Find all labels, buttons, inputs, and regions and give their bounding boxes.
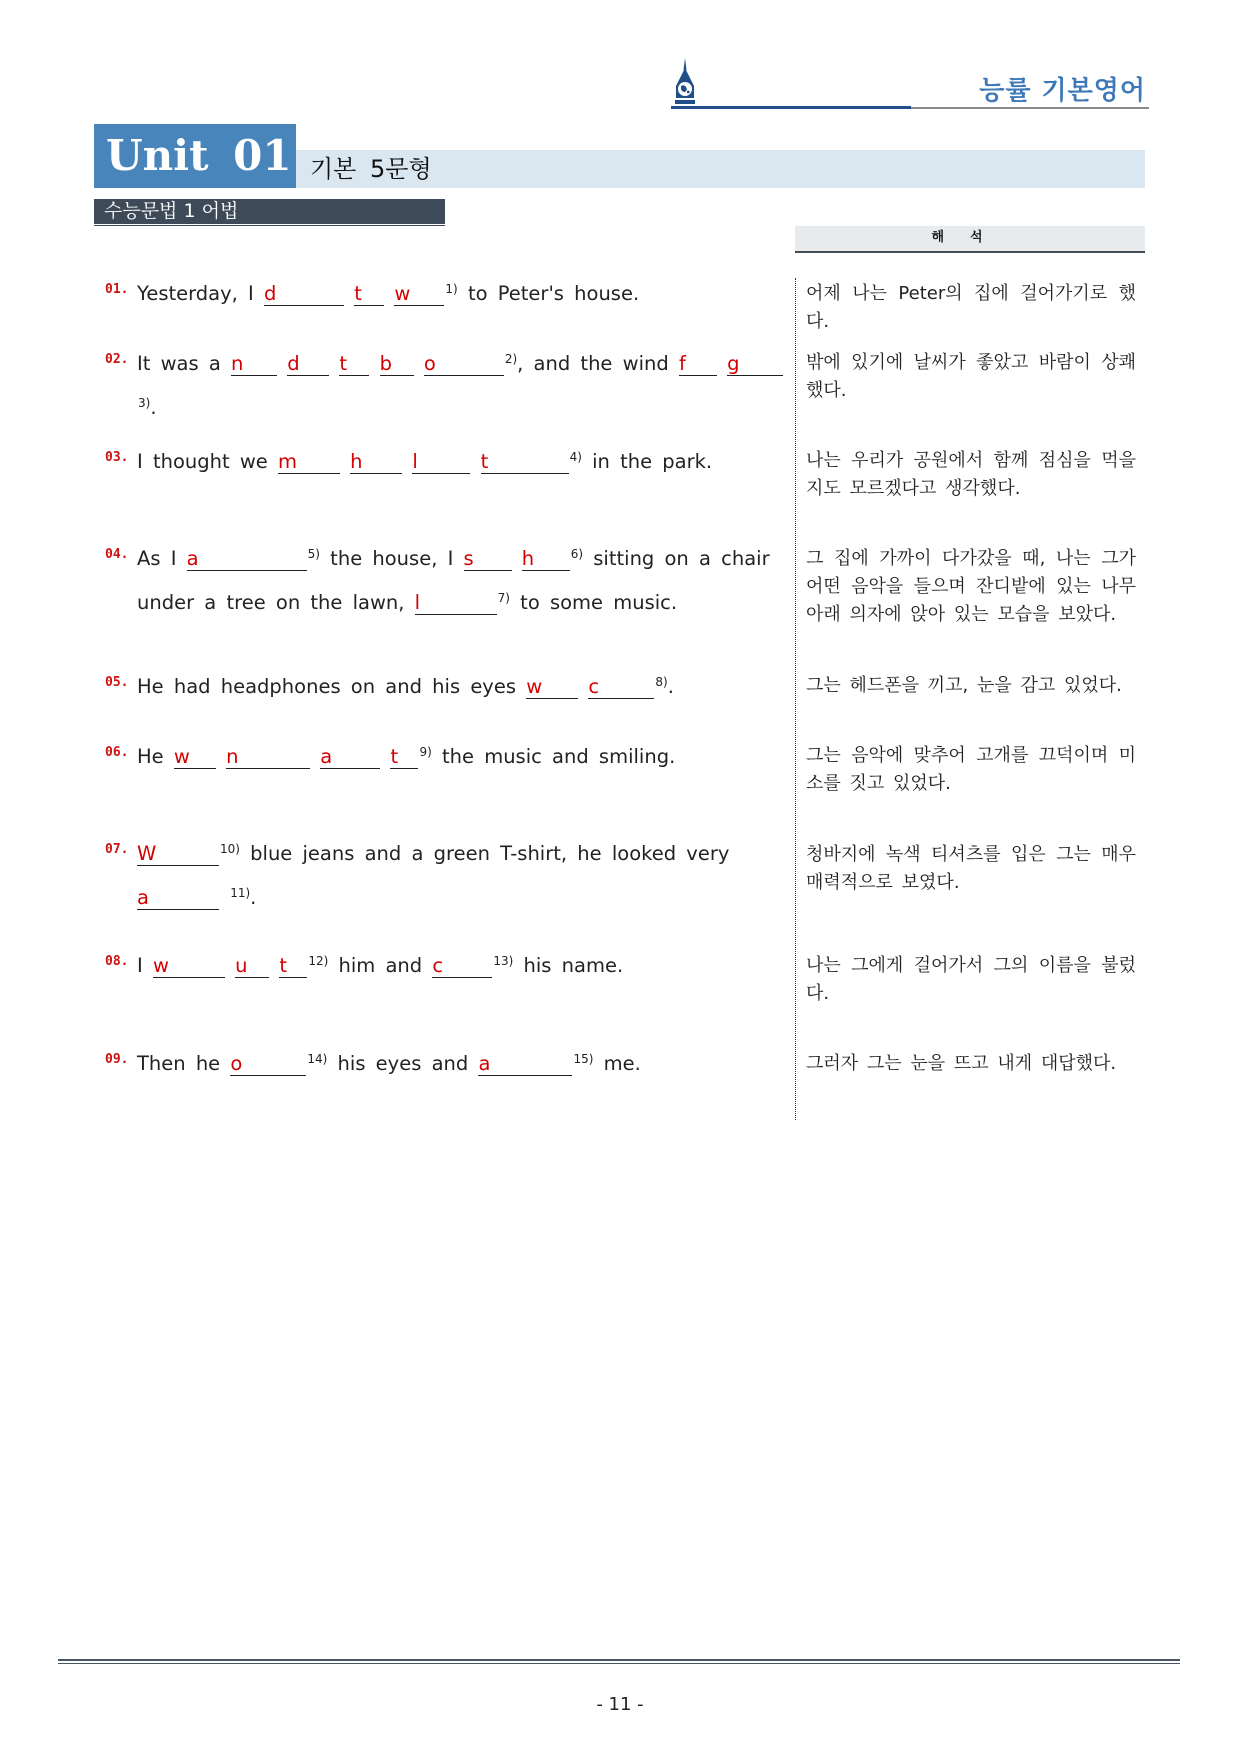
blank-index: 12) — [308, 954, 329, 968]
answer-blank[interactable]: o — [230, 1053, 306, 1076]
item-sentence: He w n a t $^{9)}$ the music and smiling. — [137, 745, 676, 768]
item-number: 06. — [105, 745, 129, 760]
item-sentence: As I a $^{5)}$ the house, I s h $^{6)}$ sitting on a chair under a tree on the lawn, l $^{7)}$ to some music. — [137, 547, 770, 614]
item-sentence: Then he o $^{14)}$ his eyes and a $^{15)}$ me. — [137, 1052, 641, 1075]
item-number: 05. — [105, 675, 129, 690]
item-number: 02. — [105, 352, 129, 367]
header-rule-blue — [671, 106, 911, 109]
item-sentence: Yesterday, I d t w $^{1)}$ to Peter's house. — [137, 282, 640, 305]
answer-blank[interactable]: t — [481, 451, 569, 474]
answer-blank[interactable]: a — [320, 746, 380, 769]
item-translation: 어제 나는 Peter의 집에 걸어가기로 했다. — [806, 283, 1136, 332]
answer-blank[interactable]: c — [432, 955, 492, 978]
section-label: 수능문법 1 어법 — [94, 199, 445, 224]
item-translation: 밖에 있기에 날씨가 좋았고 바람이 상쾌했다. — [806, 352, 1136, 401]
item-number: 01. — [105, 282, 129, 297]
answer-blank[interactable]: w — [394, 283, 444, 306]
answer-blank[interactable]: n — [226, 746, 310, 769]
answer-blank[interactable]: t — [390, 746, 418, 769]
answer-blank[interactable]: d — [264, 283, 344, 306]
footer-rule — [58, 1659, 1180, 1661]
item-sentence: I thought we m h l t $^{4)}$ in the park. — [137, 450, 713, 473]
blank-index: 14) — [307, 1052, 328, 1066]
answer-blank[interactable]: l — [412, 451, 470, 474]
blank-index: 5) — [307, 547, 320, 561]
answer-blank[interactable]: a — [137, 887, 219, 910]
item-sentence: W $^{10)}$ blue jeans and a green T-shirt, he looked very a $^{11)}$. — [137, 842, 730, 909]
answer-blank[interactable]: a — [478, 1053, 572, 1076]
answer-blank[interactable]: g — [727, 353, 783, 376]
translation-header: 해석 — [795, 226, 1145, 253]
item-number: 09. — [105, 1052, 129, 1067]
item-translation: 나는 우리가 공원에서 함께 점심을 먹을지도 모르겠다고 생각했다. — [806, 450, 1136, 499]
unit-title: 기본 5문형 — [310, 155, 432, 183]
answer-blank[interactable]: l — [415, 592, 497, 615]
blank-index: 8) — [655, 675, 668, 689]
answer-blank[interactable]: f — [679, 353, 717, 376]
item-number: 08. — [105, 954, 129, 969]
blank-index: 4) — [569, 450, 582, 464]
footer-rule-thin — [58, 1663, 1180, 1664]
item-number: 03. — [105, 450, 129, 465]
fountain-pen-globe-icon — [671, 58, 699, 106]
answer-blank[interactable]: W — [137, 843, 219, 866]
blank-index: 15) — [573, 1052, 594, 1066]
blank-index: 3) — [138, 396, 151, 410]
answer-blank[interactable]: h — [350, 451, 402, 474]
blank-index: 7) — [497, 591, 510, 605]
item-translation: 그 집에 가까이 다가갔을 때, 나는 그가 어떤 음악을 들으며 잔디밭에 있는 나무 아래 의자에 앉아 있는 모습을 보았다. — [806, 548, 1136, 625]
item-sentence: It was a n d t b o $^{2)}$, and the wind f $g^{3)}$. — [137, 342, 785, 430]
column-divider — [795, 278, 796, 1120]
item-number: 04. — [105, 547, 129, 562]
item-translation: 그는 헤드폰을 끼고, 눈을 감고 있었다. — [806, 675, 1122, 696]
blank-index: 11) — [230, 886, 251, 900]
answer-blank[interactable]: t — [279, 955, 307, 978]
blank-index: 13) — [493, 954, 514, 968]
item-sentence: He had headphones on and his eyes w c $^{8)}$. — [137, 675, 674, 698]
item-sentence: I w u t $^{12)}$ him and c $^{13)}$ his name. — [137, 954, 624, 977]
item-translation: 나는 그에게 걸어가서 그의 이름을 불렀다. — [806, 955, 1136, 1004]
answer-blank[interactable]: w — [174, 746, 216, 769]
answer-blank[interactable]: c — [588, 676, 654, 699]
answer-blank[interactable]: u — [235, 955, 269, 978]
brand-title: 능률 기본영어 — [979, 76, 1146, 106]
answer-blank[interactable]: n — [231, 353, 277, 376]
page-number: - 11 - — [596, 1694, 644, 1715]
item-translation: 그는 음악에 맞추어 고개를 끄덕이며 미소를 짓고 있었다. — [806, 745, 1136, 794]
answer-blank[interactable]: t — [339, 353, 369, 376]
answer-blank[interactable]: w — [153, 955, 225, 978]
answer-blank[interactable]: h — [522, 548, 570, 571]
answer-blank[interactable]: o — [424, 353, 504, 376]
answer-blank[interactable]: m — [278, 451, 340, 474]
blank-index: 10) — [220, 842, 240, 856]
answer-blank[interactable]: d — [287, 353, 329, 376]
blank-index: 6) — [570, 547, 584, 561]
answer-blank[interactable]: w — [526, 676, 578, 699]
blank-index: 2) — [504, 352, 518, 366]
header-rule-gray — [911, 107, 1149, 109]
blank-index: 9) — [419, 745, 432, 759]
item-translation: 청바지에 녹색 티셔츠를 입은 그는 매우 매력적으로 보였다. — [806, 844, 1136, 893]
blank-index: 1) — [445, 282, 458, 296]
item-number: 07. — [105, 842, 129, 857]
unit-label: Unit 01 — [94, 124, 296, 188]
answer-blank[interactable]: s — [464, 548, 512, 571]
answer-blank[interactable]: b — [380, 353, 414, 376]
answer-blank[interactable]: a — [187, 548, 307, 571]
section-underline — [94, 225, 445, 226]
item-translation: 그러자 그는 눈을 뜨고 내게 대답했다. — [806, 1053, 1117, 1074]
answer-blank[interactable]: t — [354, 283, 384, 306]
